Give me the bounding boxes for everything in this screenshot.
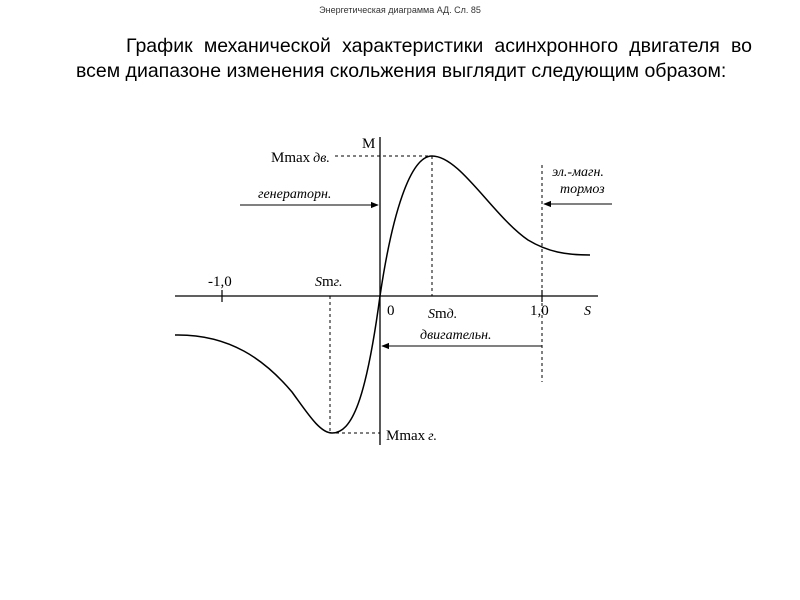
mmax-dv-label: Mmax дв. [271,150,330,166]
sm-g-label: Smг. [315,274,343,290]
sm-d-label: Smд. [428,306,458,322]
axis-m-label: M [362,136,376,152]
axis-s-label: S [584,304,591,319]
slide-header: Энергетическая диаграмма АД. Сл. 85 [319,5,481,15]
torque-slip-curve [175,156,590,433]
intro-paragraph: График механической характеристики асинхронного двигателя во всем диапазоне изменения скольжения выглядит следующим образом: [76,35,752,82]
mmax-g-label: Mmax г. [386,428,437,444]
zone-motor-label: двигательн. [420,328,492,343]
tick-neg-label: -1,0 [208,274,232,290]
zone-brake-label-2: тормоз [560,182,605,197]
origin-label: 0 [387,303,395,319]
tick-pos-label: 1,0 [530,303,549,319]
zone-generator-label: генераторн. [258,187,332,202]
zone-brake-label-1: эл.-магн. [552,165,604,180]
